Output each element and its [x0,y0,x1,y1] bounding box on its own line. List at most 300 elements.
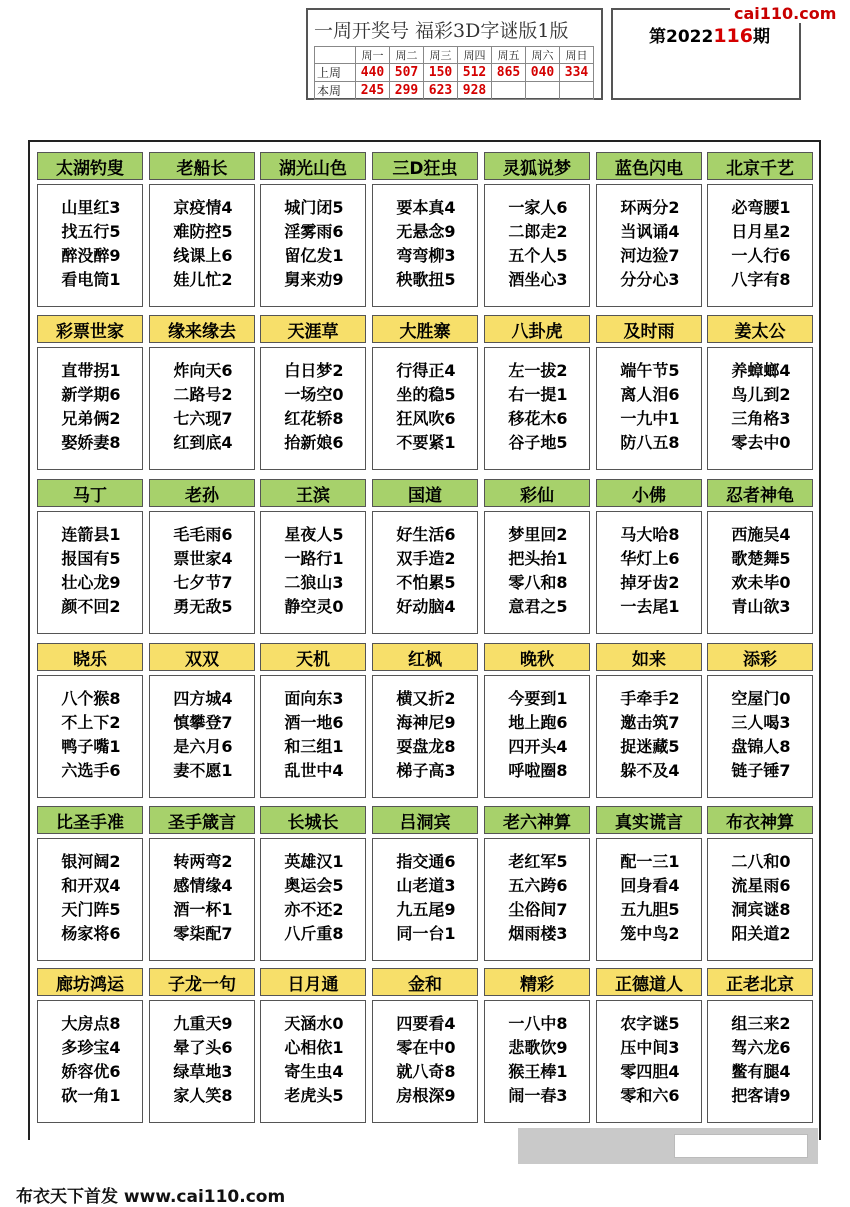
riddle-card-body [484,675,590,798]
draw-number [526,82,560,100]
riddle-line: 组三来2 [731,1014,791,1033]
weekly-draw-table [314,46,594,100]
riddle-card-title: 八卦虎 [484,315,590,343]
riddle-card-body [260,347,366,470]
riddle-card-body [484,511,590,634]
riddle-card-title: 天机 [260,643,366,671]
riddle-line: 一路行1 [284,549,344,568]
riddle-line: 链子锤7 [731,761,791,780]
riddle-card-title: 湖光山色 [260,152,366,180]
riddle-line: 九重天9 [173,1014,233,1033]
riddle-line: 报国有5 [61,549,121,568]
days-row [315,47,594,64]
riddle-card-title: 吕洞宾 [372,806,478,834]
riddle-line: 把客请9 [731,1086,791,1105]
riddle-card-title: 姜太公 [707,315,813,343]
riddle-card-body [707,347,813,470]
riddle-line: 是六月6 [173,737,233,756]
riddle-card-body [707,838,813,961]
riddle-line: 防八五8 [620,433,680,452]
draw-number: 299 [390,82,424,100]
riddle-card-title: 北京千艺 [707,152,813,180]
riddle-line: 妻不愿1 [173,761,233,780]
riddle-line: 直带拐1 [61,361,121,380]
riddle-line: 四要看4 [396,1014,456,1033]
riddle-card-body [149,838,255,961]
riddle-line: 欢未毕0 [731,573,791,592]
riddle-line: 五九胆5 [620,900,680,919]
riddle-card [149,968,255,1123]
riddle-line: 房根深9 [396,1086,456,1105]
draw-number: 512 [458,64,492,82]
riddle-line: 山老道3 [396,876,456,895]
riddle-line: 新学期6 [61,385,121,404]
riddle-line: 笼中鸟2 [620,924,680,943]
riddle-line: 八字有8 [731,270,791,289]
riddle-line: 看电筒1 [61,270,121,289]
riddle-line: 西施吴4 [731,525,791,544]
site-logo-text: cai110.com [730,4,840,23]
riddle-line: 八个猴8 [61,689,121,708]
riddle-card [372,643,478,798]
riddle-line: 谷子地5 [508,433,568,452]
riddle-line: 三角格3 [731,409,791,428]
riddle-line: 酒坐心3 [508,270,568,289]
riddle-line: 就八奇8 [396,1062,456,1081]
riddle-card [707,968,813,1123]
riddle-card [596,968,702,1123]
riddle-line: 心相依1 [284,1038,344,1057]
draw-number: 334 [560,64,594,82]
riddle-line: 英雄汉1 [284,852,344,871]
riddle-line: 票世家4 [173,549,233,568]
footer-blank-box [674,1134,808,1158]
riddle-line: 华灯上6 [620,549,680,568]
riddle-line: 邀击筑7 [620,713,680,732]
riddle-card-body [484,1000,590,1123]
riddle-line: 零和六6 [620,1086,680,1105]
riddle-line: 洞宾谜8 [731,900,791,919]
riddle-line: 淫雾雨6 [284,222,344,241]
riddle-line: 二八和0 [731,852,791,871]
riddle-line: 掉牙齿2 [620,573,680,592]
riddle-line: 梯子高3 [396,761,456,780]
riddle-card [596,479,702,634]
riddle-card-body [37,347,143,470]
issue-number: 第2022116期 [649,25,770,47]
riddle-line: 秧歌扭5 [396,270,456,289]
riddle-card-title: 老孙 [149,479,255,507]
riddle-card-body [260,838,366,961]
riddle-card [37,806,143,961]
riddle-line: 意君之5 [508,597,568,616]
riddle-line: 寄生虫4 [284,1062,344,1081]
riddle-card [260,315,366,470]
riddle-line: 二路号2 [173,385,233,404]
riddle-line: 白日梦2 [284,361,344,380]
riddle-card-title: 彩仙 [484,479,590,507]
riddle-line: 一去尾1 [620,597,680,616]
draw-number: 928 [458,82,492,100]
riddle-card-body [484,184,590,307]
riddle-card-title: 晚秋 [484,643,590,671]
riddle-line: 大房点8 [61,1014,121,1033]
day-label: 周三 [424,47,458,64]
riddle-card [707,315,813,470]
riddle-card-title: 小佛 [596,479,702,507]
riddle-card [484,643,590,798]
riddle-line: 必弯腰1 [731,198,791,217]
riddle-line: 绿草地3 [173,1062,233,1081]
riddle-line: 日月星2 [731,222,791,241]
riddle-card-body [707,184,813,307]
riddle-card [707,643,813,798]
weekly-draw-panel [306,8,603,100]
riddle-card-title: 日月通 [260,968,366,996]
riddle-card [484,479,590,634]
riddle-line: 压中间3 [620,1038,680,1057]
riddle-line: 一八中8 [508,1014,568,1033]
riddle-card [484,315,590,470]
riddle-line: 零柒配7 [173,924,233,943]
riddle-line: 线课上6 [173,246,233,265]
riddle-line: 指交通6 [396,852,456,871]
riddle-card-title: 布衣神算 [707,806,813,834]
riddle-card-body [260,1000,366,1123]
riddle-line: 行得正4 [396,361,456,380]
riddle-card-title: 马丁 [37,479,143,507]
riddle-line: 四开头4 [508,737,568,756]
this-week-label: 本周 [315,82,356,100]
draw-number: 150 [424,64,458,82]
riddle-line: 颜不回2 [61,597,121,616]
riddle-line: 空屋门0 [731,689,791,708]
riddle-line: 酒一地6 [284,713,344,732]
riddle-line: 闹一春3 [508,1086,568,1105]
this-week-row [315,82,594,100]
riddle-line: 五个人5 [508,246,568,265]
riddle-card-body [37,675,143,798]
riddle-card-body [372,511,478,634]
riddle-line: 砍一角1 [61,1086,121,1105]
riddle-line: 鸟儿到2 [731,385,791,404]
riddle-card [596,806,702,961]
riddle-card-body [260,511,366,634]
riddle-line: 杨家将6 [61,924,121,943]
riddle-card-title: 晓乐 [37,643,143,671]
riddle-line: 不要紧1 [396,433,456,452]
riddle-card [37,643,143,798]
day-label: 周五 [492,47,526,64]
riddle-card-title: 长城长 [260,806,366,834]
riddle-card [149,479,255,634]
riddle-card-title: 添彩 [707,643,813,671]
draw-number: 507 [390,64,424,82]
riddle-line: 红到底4 [173,433,233,452]
riddle-card-body [372,838,478,961]
riddle-card [149,643,255,798]
riddle-line: 勇无敌5 [173,597,233,616]
riddle-line: 驾六龙6 [731,1038,791,1057]
riddle-card-title: 正老北京 [707,968,813,996]
riddle-card-title: 真实谎言 [596,806,702,834]
riddle-line: 一人行6 [731,246,791,265]
riddle-card-body [149,184,255,307]
riddle-line: 不怕累5 [396,573,456,592]
riddle-line: 炸向天6 [173,361,233,380]
riddle-line: 要本真4 [396,198,456,217]
riddle-card-body [372,1000,478,1123]
riddle-line: 毛毛雨6 [173,525,233,544]
draw-number: 040 [526,64,560,82]
riddle-card [37,315,143,470]
riddle-line: 六选手6 [61,761,121,780]
riddle-line: 连箭县1 [61,525,121,544]
riddle-line: 晕了头6 [173,1038,233,1057]
riddle-line: 难防控5 [173,222,233,241]
riddle-line: 好生活6 [396,525,456,544]
riddle-card-body [37,838,143,961]
riddle-line: 零在中0 [396,1038,456,1057]
riddle-card-title: 廊坊鸿运 [37,968,143,996]
riddle-line: 尘俗间7 [508,900,568,919]
riddle-line: 娶娇妻8 [61,433,121,452]
riddle-line: 耍盘龙8 [396,737,456,756]
day-label: 周日 [560,47,594,64]
riddle-card-body [596,347,702,470]
riddle-line: 猴王棒1 [508,1062,568,1081]
riddle-line: 养蟑螂4 [731,361,791,380]
riddle-card-body [484,347,590,470]
riddle-card-body [596,511,702,634]
riddle-card-body [484,838,590,961]
riddle-card-body [596,838,702,961]
riddle-line: 酒一杯1 [173,900,233,919]
riddle-line: 娃儿忙2 [173,270,233,289]
riddle-line: 娇容优6 [61,1062,121,1081]
riddle-card-body [372,184,478,307]
riddle-line: 不上下2 [61,713,121,732]
riddle-line: 零去中0 [731,433,791,452]
riddle-card [260,968,366,1123]
riddle-card [260,152,366,307]
day-label: 周一 [356,47,390,64]
riddle-line: 躲不及4 [620,761,680,780]
riddle-line: 呼啦圈8 [508,761,568,780]
riddle-line: 同一台1 [396,924,456,943]
riddle-card [372,968,478,1123]
riddle-line: 二狼山3 [284,573,344,592]
riddle-line: 老虎头5 [284,1086,344,1105]
riddle-line: 转两弯2 [173,852,233,871]
riddle-line: 盘锦人8 [731,737,791,756]
riddle-line: 七夕节7 [173,573,233,592]
riddle-card-title: 子龙一句 [149,968,255,996]
riddle-line: 双手造2 [396,549,456,568]
riddle-card-title: 三D狂虫 [372,152,478,180]
riddle-card-body [149,1000,255,1123]
riddle-line: 当讽诵4 [620,222,680,241]
riddle-line: 捉迷藏5 [620,737,680,756]
riddle-card-body [260,184,366,307]
riddle-line: 一九中1 [620,409,680,428]
weekly-draw-title: 一周开奖号 福彩3D字谜版1版 [314,20,569,42]
riddle-card-title: 老六神算 [484,806,590,834]
riddle-line: 三人喝3 [731,713,791,732]
riddle-card-title: 国道 [372,479,478,507]
riddle-line: 奥运会5 [284,876,344,895]
riddle-line: 七六现7 [173,409,233,428]
riddle-line: 弯弯柳3 [396,246,456,265]
riddle-card [707,479,813,634]
riddle-line: 面向东3 [284,689,344,708]
riddle-line: 歌楚舞5 [731,549,791,568]
riddle-line: 流星雨6 [731,876,791,895]
riddle-line: 二郎走2 [508,222,568,241]
riddle-card-title: 及时雨 [596,315,702,343]
day-label: 周六 [526,47,560,64]
riddle-card-title: 太湖钓叟 [37,152,143,180]
riddle-card-title: 双双 [149,643,255,671]
riddle-card [596,643,702,798]
riddle-line: 乱世中4 [284,761,344,780]
riddle-line: 配一三1 [620,852,680,871]
riddle-card [37,968,143,1123]
riddle-line: 农字谜5 [620,1014,680,1033]
riddle-line: 海神尼9 [396,713,456,732]
riddle-line: 五六跨6 [508,876,568,895]
riddle-card-title: 天涯草 [260,315,366,343]
riddle-line: 右一提1 [508,385,568,404]
riddle-card [372,152,478,307]
riddle-card-body [37,184,143,307]
riddle-line: 找五行5 [61,222,121,241]
riddle-line: 梦里回2 [508,525,568,544]
riddle-line: 分分心3 [620,270,680,289]
riddle-card-body [707,675,813,798]
riddle-card [596,152,702,307]
riddle-card [149,315,255,470]
riddle-line: 慎攀登7 [173,713,233,732]
riddle-line: 狂风吹6 [396,409,456,428]
riddle-card [707,152,813,307]
riddle-line: 感情缘4 [173,876,233,895]
riddle-card-body [596,1000,702,1123]
riddle-line: 家人笑8 [173,1086,233,1105]
riddle-line: 多珍宝4 [61,1038,121,1057]
riddle-card [37,479,143,634]
riddle-card-title: 圣手箴言 [149,806,255,834]
riddle-line: 移花木6 [508,409,568,428]
riddle-card-body [149,347,255,470]
draw-number [560,82,594,100]
riddle-card [372,315,478,470]
riddle-card [37,152,143,307]
riddle-line: 城门闭5 [284,198,344,217]
riddle-card-body [596,675,702,798]
riddle-card-title: 灵狐说梦 [484,152,590,180]
riddle-card-title: 比圣手准 [37,806,143,834]
riddle-card-body [707,511,813,634]
riddle-card [596,315,702,470]
riddle-card-title: 忍者神龟 [707,479,813,507]
riddle-line: 九五尾9 [396,900,456,919]
riddle-line: 零四胆4 [620,1062,680,1081]
riddle-card [372,479,478,634]
riddle-line: 京疫情4 [173,198,233,217]
riddle-card-body [149,511,255,634]
riddle-line: 天涵水0 [284,1014,344,1033]
riddle-card-title: 如来 [596,643,702,671]
riddle-line: 山里红3 [61,198,121,217]
riddle-line: 把头抬1 [508,549,568,568]
riddle-line: 横又折2 [396,689,456,708]
riddle-card [149,152,255,307]
riddle-line: 舅来劝9 [284,270,344,289]
riddle-card-body [260,675,366,798]
riddle-line: 鸭子嘴1 [61,737,121,756]
riddle-line: 醉没醉9 [61,246,121,265]
riddle-line: 静空灵0 [284,597,344,616]
riddle-line: 好动脑4 [396,597,456,616]
riddle-line: 回身看4 [620,876,680,895]
riddle-line: 坐的稳5 [396,385,456,404]
riddle-card-body [37,1000,143,1123]
riddle-card-body [372,347,478,470]
riddle-card-title: 蓝色闪电 [596,152,702,180]
riddle-line: 星夜人5 [284,525,344,544]
riddle-line: 零八和8 [508,573,568,592]
riddle-card-title: 王滨 [260,479,366,507]
draw-number: 440 [356,64,390,82]
riddle-card [707,806,813,961]
riddle-card [260,479,366,634]
riddle-line: 八斤重8 [284,924,344,943]
riddle-line: 左一拔2 [508,361,568,380]
riddle-line: 青山欲3 [731,597,791,616]
riddle-line: 阳关道2 [731,924,791,943]
riddle-line: 鳖有腿4 [731,1062,791,1081]
riddle-line: 四方城4 [173,689,233,708]
riddle-card-body [37,511,143,634]
riddle-line: 一家人6 [508,198,568,217]
footer-credit: 布衣天下首发 www.cai110.com [16,1187,286,1207]
riddle-card [484,152,590,307]
riddle-card-title: 大胜寨 [372,315,478,343]
riddle-card [260,806,366,961]
riddle-card-title: 金和 [372,968,478,996]
riddle-line: 一场空0 [284,385,344,404]
riddle-card-title: 正德道人 [596,968,702,996]
riddle-card-body [707,1000,813,1123]
riddle-card [484,968,590,1123]
riddle-line: 兄弟俩2 [61,409,121,428]
riddle-line: 留亿发1 [284,246,344,265]
riddle-card-body [149,675,255,798]
last-week-row [315,64,594,82]
riddle-card-title: 红枫 [372,643,478,671]
riddle-line: 红花轿8 [284,409,344,428]
riddle-line: 抬新娘6 [284,433,344,452]
draw-number: 623 [424,82,458,100]
riddle-card [149,806,255,961]
riddle-card-body [372,675,478,798]
riddle-line: 离人泪6 [620,385,680,404]
riddle-line: 壮心龙9 [61,573,121,592]
riddle-line: 天门阵5 [61,900,121,919]
riddle-line: 环两分2 [620,198,680,217]
riddle-line: 无悬念9 [396,222,456,241]
